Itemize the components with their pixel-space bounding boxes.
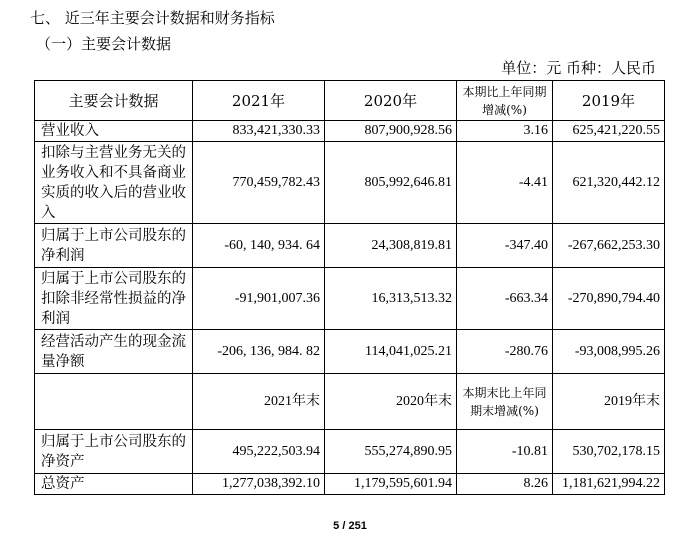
table-row	[35, 268, 665, 330]
subheader-2020: 2020年末	[325, 374, 457, 430]
table-row	[35, 142, 665, 224]
table-row	[35, 474, 665, 495]
row-label: 归属于上市公司股东的净利润	[35, 224, 193, 268]
value-2021: 495,222,503.94	[193, 430, 325, 474]
row-label: 经营活动产生的现金流量净额	[35, 330, 193, 374]
value-2019: 1,181,621,994.22	[553, 474, 665, 495]
table-row	[35, 330, 665, 374]
value-2019: 530,702,178.15	[553, 430, 665, 474]
subheader-change: 本期末比上年同期末增减(%)	[457, 374, 553, 430]
table-header-row	[35, 81, 665, 121]
header-2020: 2020年	[325, 81, 457, 121]
value-2019: 625,421,220.55	[553, 121, 665, 142]
value-2020: 805,992,646.81	[325, 142, 457, 224]
unit-currency-line: 单位：元 币种：人民币	[501, 59, 656, 77]
row-label: 营业收入	[35, 121, 193, 142]
value-2020: 555,274,890.95	[325, 430, 457, 474]
header-2021: 2021年	[193, 81, 325, 121]
row-label: 归属于上市公司股东的净资产	[35, 430, 193, 474]
value-2021: -206, 136, 984. 82	[193, 330, 325, 374]
value-change: -347.40	[457, 224, 553, 268]
value-2021: -60, 140, 934. 64	[193, 224, 325, 268]
value-change: -4.41	[457, 142, 553, 224]
subheader-2021: 2021年末	[193, 374, 325, 430]
table-row	[35, 121, 665, 142]
value-2021: -91,901,007.36	[193, 268, 325, 330]
value-2019: -93,008,995.26	[553, 330, 665, 374]
value-change: -10.81	[457, 430, 553, 474]
value-2020: 1,179,595,601.94	[325, 474, 457, 495]
header-change: 本期比上年同期增减(%)	[457, 81, 553, 121]
value-2021: 1,277,038,392.10	[193, 474, 325, 495]
value-change: 3.16	[457, 121, 553, 142]
row-label: 归属于上市公司股东的扣除非经常性损益的净利润	[35, 268, 193, 330]
subheader-empty	[35, 374, 193, 430]
page-number: 5 / 251	[333, 520, 367, 532]
value-2020: 16,313,513.32	[325, 268, 457, 330]
table-row	[35, 430, 665, 474]
row-label: 扣除与主营业务无关的业务收入和不具备商业实质的收入后的营业收入	[35, 142, 193, 224]
value-2020: 24,308,819.81	[325, 224, 457, 268]
value-change: -663.34	[457, 268, 553, 330]
subsection-title: （一）主要会计数据	[36, 35, 172, 53]
table-subheader-row	[35, 374, 665, 430]
table-row	[35, 224, 665, 268]
value-change: 8.26	[457, 474, 553, 495]
value-2020: 807,900,928.56	[325, 121, 457, 142]
value-2019: -267,662,253.30	[553, 224, 665, 268]
value-2019: -270,890,794.40	[553, 268, 665, 330]
section-title: 七、 近三年主要会计数据和财务指标	[30, 9, 275, 27]
value-2021: 770,459,782.43	[193, 142, 325, 224]
subheader-2019: 2019年末	[553, 374, 665, 430]
header-item: 主要会计数据	[35, 81, 193, 121]
row-label: 总资产	[35, 474, 193, 495]
value-2020: 114,041,025.21	[325, 330, 457, 374]
value-2019: 621,320,442.12	[553, 142, 665, 224]
value-2021: 833,421,330.33	[193, 121, 325, 142]
accounting-data-table	[34, 80, 665, 495]
header-2019: 2019年	[553, 81, 665, 121]
value-change: -280.76	[457, 330, 553, 374]
